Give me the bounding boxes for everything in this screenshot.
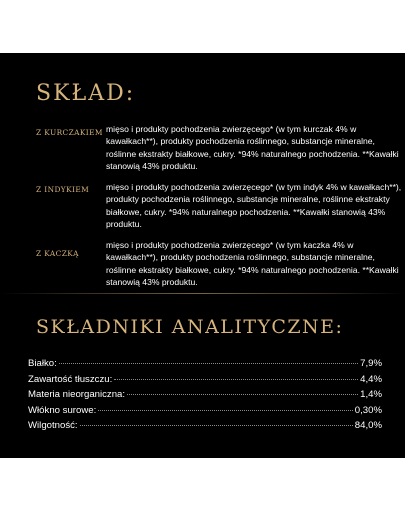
variant-description: mięso i produkty pochodzenia zwierzęcego* (w tym kurczak 4% w kawałkach**), produkty pochodzenia roślinnego, substancje mineralne, roślinne ekstrakty białkowe, cukry. *94% naturalnego pochodzenia. **Kawałki stanowią 43% produktu. [106, 124, 399, 171]
analytical-row-fibre [28, 405, 382, 421]
row-name: Materia nieorganiczna: [28, 389, 126, 400]
analytical-row-moisture [28, 420, 382, 436]
dot-leader [59, 363, 358, 364]
variant-label: Z KACZKĄ [36, 249, 79, 258]
variant-description: mięso i produkty pochodzenia zwierzęcego* (w tym indyk 4% w kawałkach**), produkty pochodzenia roślinnego, substancje mineralne, roślinne ekstrakty białkowe, cukry. *94% naturalnego pochodzenia. **Kawałki stanowią 43% produktu. [106, 182, 402, 229]
analytical-heading: SKŁADNIKI ANALITYCZNE: [36, 316, 344, 338]
row-value: 84,0% [354, 420, 382, 431]
row-value: 0,30% [354, 404, 382, 416]
dot-leader [98, 410, 353, 411]
variant-label: Z INDYKIEM [36, 185, 90, 194]
ingredients-panel [0, 53, 405, 458]
row-name: Wilgotność: [28, 420, 78, 431]
variant-description: mięso i produkty pochodzenia zwierzęcego* (w tym kaczka 4% w kawałkach**), produkty pochodzenia roślinnego, substancje mineralne, roślinne ekstrakty białkowe, cukry. *94% naturalnego pochodzenia. **Kawałki stanowią 43% produktu. [106, 240, 399, 287]
row-value: 1,4% [360, 389, 382, 400]
dot-leader [114, 379, 358, 380]
analytical-row-inorganic [28, 389, 382, 405]
row-value: 4,4% [360, 373, 382, 385]
section-divider [0, 293, 405, 294]
row-value: 7,9% [360, 358, 382, 369]
analytical-row-fat [28, 374, 382, 390]
composition-heading: SKŁAD: [36, 81, 136, 106]
row-name: Zawartość tłuszczu: [28, 373, 113, 385]
analytical-row-protein [28, 358, 382, 374]
analytical-table [28, 358, 382, 436]
dot-leader [127, 394, 358, 395]
dot-leader [80, 425, 353, 426]
row-name: Białko: [28, 358, 57, 369]
row-name: Włókno surowe: [28, 404, 97, 416]
variant-label: Z KURCZAKIEM [36, 128, 103, 137]
